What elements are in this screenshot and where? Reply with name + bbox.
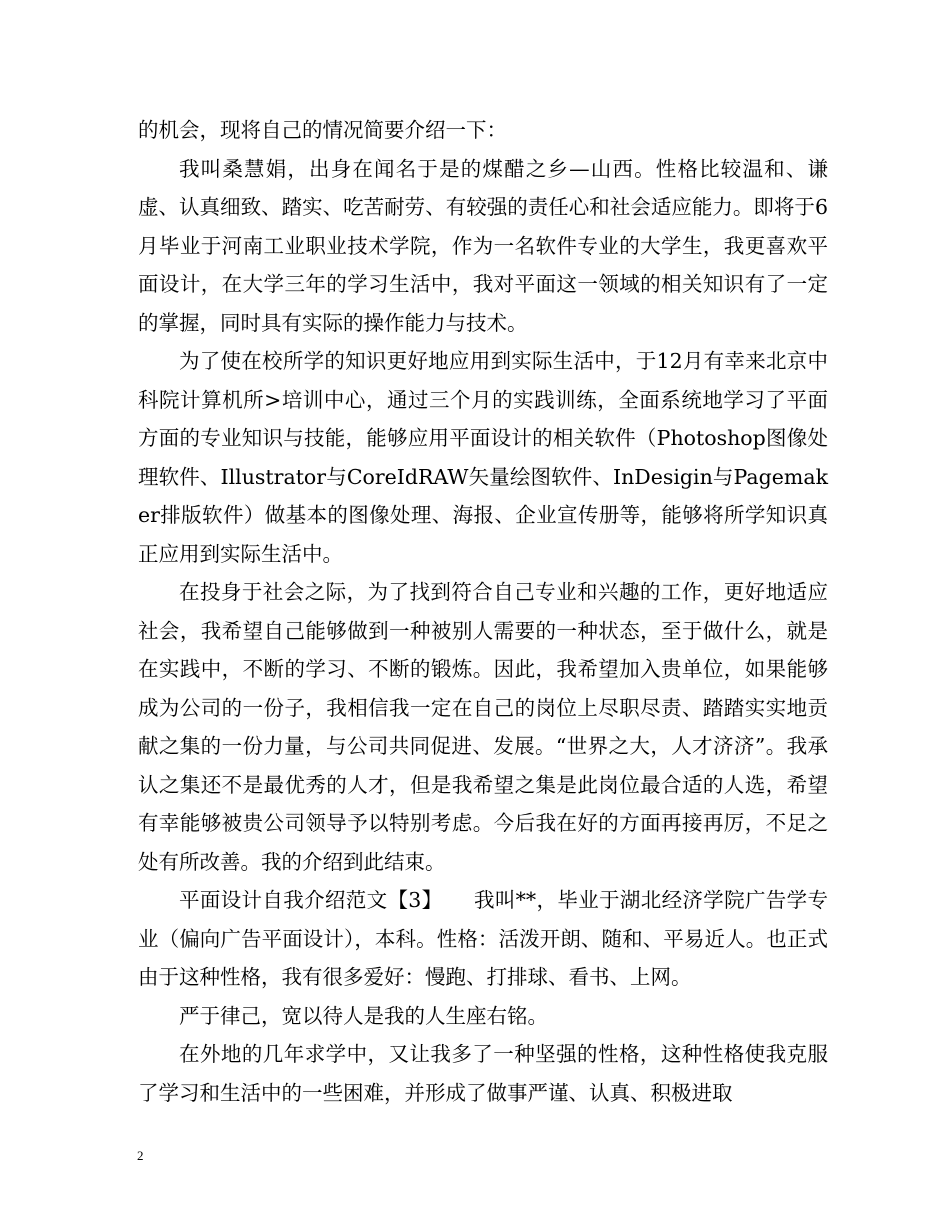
paragraph-6: 严于律己，宽以待人是我的人生座右铭。 [179, 1003, 548, 1028]
paragraph-4: 在投身于社会之际，为了找到符合自己专业和兴趣的工作，更好地适应社会，我希望自己能够做到一种被别人需要的一种状态，至于做什么，就是在实践中，不断的学习、不断的锻炼。因此，我希望加入贵单位，如果能够成为公司的一份子，我相信我一定在自己的岗位上尽职尽责、踏踏实实地贡献之集的一份力量，与公司共同促进、发展。“世界之大，人才济济”。我承认之集还不是最优秀的人才，但是我希望之集是此岗位最合适的人选，希望有幸能够被贵公司领导予以特别考虑。今后我在好的方面再接再厉，不足之处有所改善。我的介绍到此结束。 [138, 580, 828, 874]
paragraph-7: 在外地的几年求学中，又让我多了一种坚强的性格，这种性格使我克服了学习和生活中的一些困难，并形成了做事严谨、认真、积极进取 [138, 1042, 828, 1105]
paragraph-3: 为了使在校所学的知识更好地应用到实际生活中，于12月有幸来北京中科院计算机所>培训中心，通过三个月的实践训练，全面系统地学习了平面方面的专业知识与技能，能够应用平面设计的相关软件（Photoshop图像处理软件、Illustrator与CoreIdRAW矢量绘图软件、InDesigin与Pagemaker排版软件）做基本的图像处理、海报、企业宣传册等，能够将所学知识真正应用到实际生活中。 [138, 349, 828, 566]
page-number: 2 [137, 1148, 144, 1163]
document-body [138, 111, 828, 1112]
paragraph-5: 平面设计自我介绍范文【3】 我叫**，毕业于湖北经济学院广告学专业（偏向广告平面设计），本科。性格：活泼开朗、随和、平易近人。也正式由于这种性格，我有很多爱好：慢跑、打排球、看书、上网。 [138, 888, 828, 989]
paragraph-1: 的机会，现将自己的情况简要介绍一下： [138, 118, 507, 142]
paragraph-2: 我叫桑慧娟，出身在闻名于是的煤醋之乡—山西。性格比较温和、谦虚、认真细致、踏实、吃苦耐劳、有较强的责任心和社会适应能力。即将于6月毕业于河南工业职业技术学院，作为一名软件专业的大学生，我更喜欢平面设计，在大学三年的学习生活中，我对平面这一领域的相关知识有了一定的掌握，同时具有实际的操作能力与技术。 [138, 156, 828, 335]
